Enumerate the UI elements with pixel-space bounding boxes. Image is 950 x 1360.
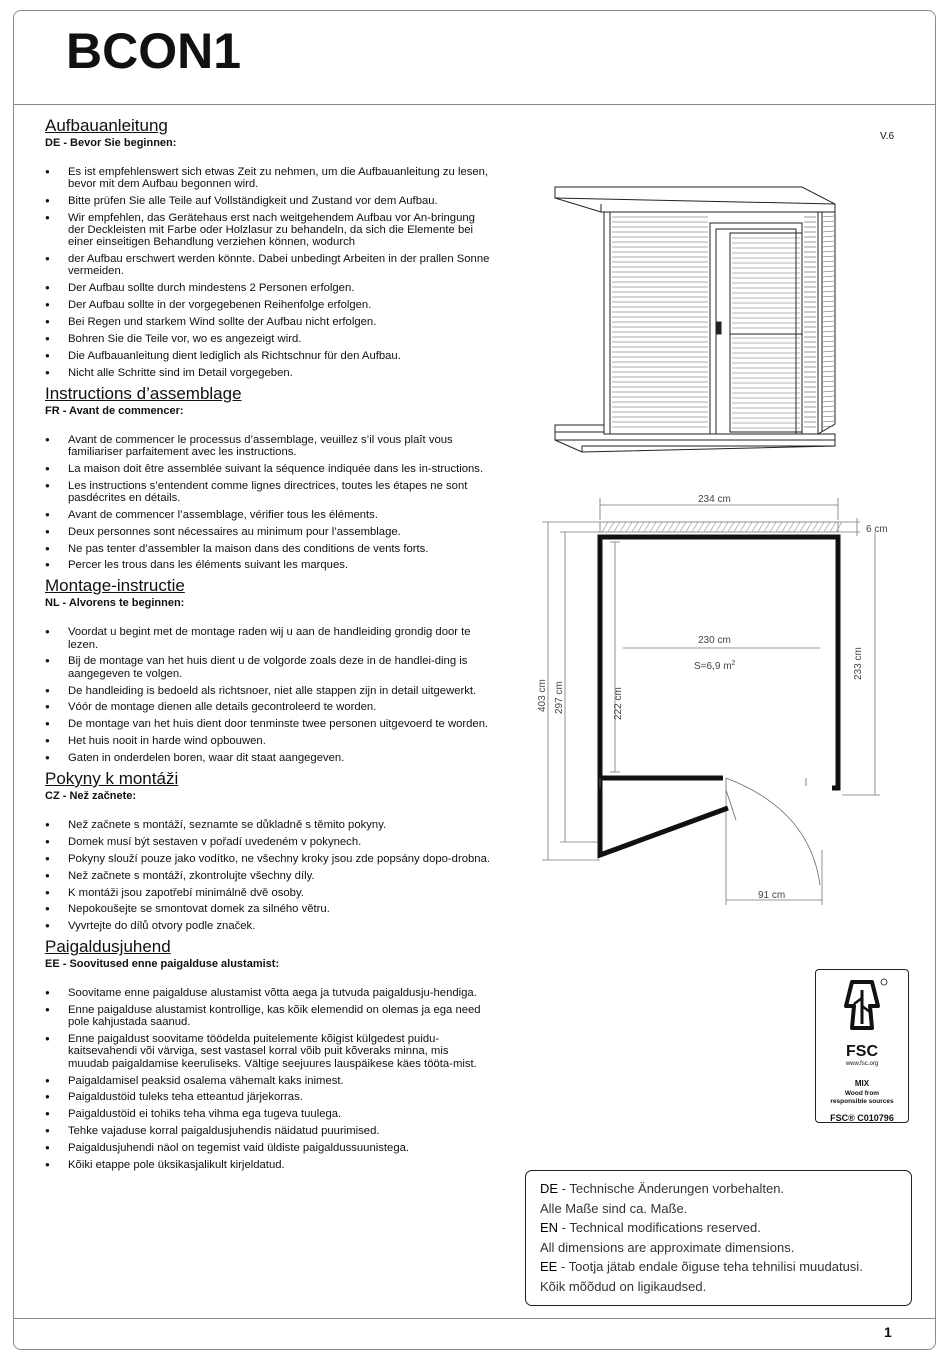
list-item: ● Než začnete s montáží, seznamte se důkladně s těmito pokyny. [45,819,490,831]
list-item: ● Der Aufbau sollte durch mindestens 2 Personen erfolgen. [45,282,490,294]
list-item: ● Bij de montage van het huis dient u de volgorde zoals deze in de handlei-ding is aangegeven te volgen. [45,655,490,679]
dim-roof-overhang: 6 cm [866,524,888,535]
note-line [540,1257,897,1277]
section-subtitle: FR - Avant de commencer: [45,404,184,417]
dim-door-width: 91 cm [758,890,786,901]
document-title: BCON1 [66,23,242,79]
fsc-name: FSC [846,1043,878,1060]
list-item: ● Bei Regen und starkem Wind sollte der Aufbau nicht erfolgen. [45,316,490,328]
section-title: Aufbauanleitung [45,116,168,135]
list-item: ● Soovitame enne paigalduse alustamist võtta aega ja tutvuda paigaldusju-hendiga. [45,987,490,999]
note-line [540,1199,897,1219]
list-item: ● Nepokoušejte se smontovat domek za silného větru. [45,903,490,915]
page-number: 1 [884,1324,892,1340]
shed-illustration [552,184,836,454]
fsc-certification-badge [815,969,909,1123]
section-title: Paigaldusjuhend [45,937,171,957]
note-line [540,1277,897,1297]
list-item: ● Paigaldamisel peaksid osalema vähemalt kaks inimest. [45,1075,490,1087]
list-item: ● der Aufbau erschwert werden könnte. Dabei unbedingt Arbeiten in der prallen Sonne vermeiden. [45,253,490,277]
list-item: ● Avant de commencer l’assemblage, vérifier tous les éléments. [45,509,490,521]
list-item: ● Der Aufbau sollte in der vorgegebenen Reihenfolge erfolgen. [45,299,490,311]
note-text: Kõik mõõdud on ligikaudsed. [540,1278,707,1294]
list-item: ● Ne pas tenter d’assembler la maison dans des conditions de vents forts. [45,543,490,555]
list-item: ● Bitte prüfen Sie alle Teile auf Vollständigkeit und Zustand vor dem Aufbau. [45,195,490,207]
instruction-list [45,434,490,572]
list-item: ● Gaten in onderdelen boren, waar dit staat aangegeven. [45,752,490,764]
list-item: ● Domek musí být sestaven v pořadí uvedeném v pokynech. [45,836,490,848]
list-item: ● Les instructions s’entendent comme lignes directrices, toutes les étapes ne sont pasdécrites en détails. [45,480,490,504]
version-label: V.6 [880,131,895,142]
floor-area: S=6,9 $m^2$ [694,660,736,672]
list-item: ● De montage van het huis dient door tenminste twee personen uitgevoerd te worden. [45,718,490,730]
fsc-desc-1: Wood from [844,1090,880,1097]
list-item: ● K montáži jsou zapotřebí minimálně dvě osoby. [45,887,490,899]
section-subtitle: NL - Alvorens te beginnen: [45,597,185,610]
fsc-desc-2: responsible sources [830,1098,894,1105]
note-text: - Technische Änderungen vorbehalten. [558,1181,785,1196]
list-item: ● Vyvrtejte do dílů otvory podle značek. [45,920,490,932]
instructions-column [45,116,490,1176]
list-item: ● Enne paigaldust soovitame töödelda puitelemente kõigist külgedest puidu-kaitsevahendi või värviga, sest vastasel korral võib puit kõveraks minna, mis muudab paigaldamise keeruliseks. Vältige seejuures lauspäikese käes tööta-mist. [45,1033,490,1070]
fsc-url: www.fsc.org [845,1061,879,1067]
list-item: ● Paigaldustöid tuleks teha etteantud järjekorras. [45,1091,490,1103]
footer-divider [13,1318,936,1319]
list-item: ● Enne paigalduse alustamist kontrollige, kas kõik elemendid on olemas ja ega need pole kahjustada saanud. [45,1004,490,1028]
note-text: - Tootja jätab endale õiguse teha tehnilisi muudatusi. [557,1259,863,1274]
dim-inner-depth: 222 cm [613,687,624,720]
list-item: ● Paigaldustöid ei tohiks teha vihma ega tugeva tuulega. [45,1108,490,1120]
fsc-tree-icon [832,976,892,1036]
note-text: All dimensions are approximate dimensions. [540,1239,795,1255]
notes-box [525,1170,912,1306]
list-item: ● Kõiki etappe pole üksikasjalikult kirjeldatud. [45,1159,490,1171]
note-line [540,1179,897,1199]
dim-inner-width: 230 cm [698,635,731,646]
list-item: ● Voordat u begint met de montage raden wij u aan de handleiding grondig door te lezen. [45,626,490,650]
list-item: ● Deux personnes sont nécessaires au minimum pour l’assemblage. [45,526,490,538]
fsc-mix: MIX [854,1079,870,1088]
note-language-code: DE [540,1181,559,1196]
section-title: Instructions d’assemblage [45,383,242,403]
instruction-list [45,166,490,379]
note-language-code: EE [540,1259,558,1274]
dim-depth-403: 403 cm [537,679,548,712]
note-line [540,1218,897,1238]
instruction-list [45,626,490,764]
list-item: ● La maison doit être assemblée suivant la séquence indiquée dans les in-structions. [45,463,490,475]
note-line [540,1238,897,1258]
instruction-list [45,987,490,1171]
section-subtitle: EE - Soovitused enne paigalduse alustamist: [45,958,280,971]
dim-height-right: 233 cm [853,647,864,680]
list-item: ● Než začnete s montáží, zkontrolujte všechny díly. [45,870,490,882]
section-title: Montage-instructie [45,576,185,596]
list-item: ● Percer les trous dans les éléments suivant les marques. [45,559,490,571]
list-item: ● Vóór de montage dienen alle details gecontroleerd te worden. [45,701,490,713]
list-item: ● Bohren Sie die Teile vor, wo es angezeigt wird. [45,333,490,345]
list-item: ● Nicht alle Schritte sind im Detail vorgegeben. [45,367,490,379]
list-item: ● Het huis nooit in harde wind opbouwen. [45,735,490,747]
list-item: ● Pokyny slouží pouze jako vodítko, ne všechny kroky jsou zde popsány dopo-drobna. [45,853,490,865]
note-text: - Technical modifications reserved. [558,1220,761,1235]
list-item: ● Avant de commencer le processus d’assemblage, veuillez s’il vous plaît vous familiariser parfaitement avec les instructions. [45,434,490,458]
fsc-code: FSC® C010796 [830,1113,894,1123]
section-title: Pokyny k montáži [45,769,179,788]
list-item: ● Es ist empfehlenswert sich etwas Zeit zu nehmen, um die Aufbauanleitung zu lesen, bevor mit dem Aufbau begonnen wird. [45,166,490,190]
note-language-code: EN [540,1220,559,1235]
list-item: ● De handleiding is bedoeld als richtsnoer, niet alle stappen zijn in detail uitgewerkt. [45,685,490,697]
section-subtitle: DE - Bevor Sie beginnen: [45,137,177,149]
list-item: ● Wir empfehlen, das Gerätehaus erst nach weitgehendem Aufbau vor An-bringung der Deckleisten mit Farbe oder Holzlasur zu behandeln, da sich die Elemente bei einer einseitigen Behandlung verziehen können, wodurch [45,212,490,249]
instruction-list [45,819,490,933]
note-text: Alle Maße sind ca. Maße. [540,1200,688,1216]
floor-plan [520,490,910,920]
list-item: ● Tehke vajaduse korral paigaldusjuhendis näidatud puurimised. [45,1125,490,1137]
header-divider [13,104,936,105]
list-item: ● Paigaldusjuhendi näol on tegemist vaid üldiste paigaldussuunistega. [45,1142,490,1154]
dim-width-top: 234 cm [698,494,731,505]
list-item: ● Die Aufbauanleitung dient lediglich als Richtschnur für den Aufbau. [45,350,490,362]
section-subtitle: CZ - Než začnete: [45,790,137,802]
dim-depth-297: 297 cm [554,681,565,714]
